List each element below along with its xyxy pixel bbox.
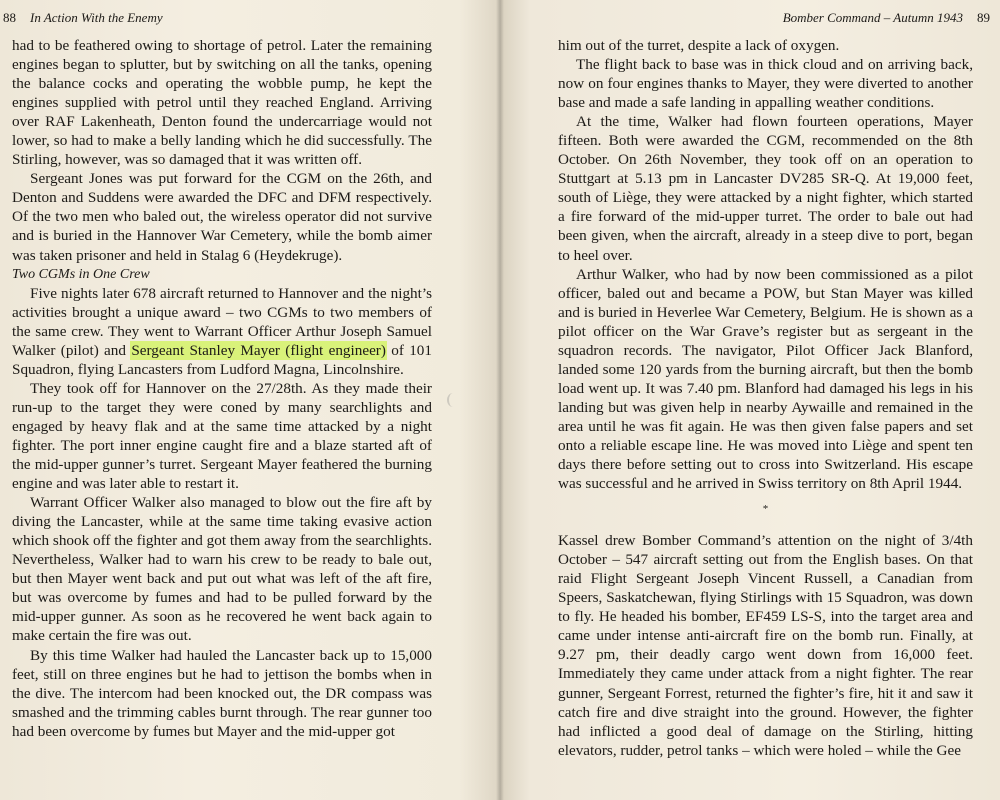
book-gutter [496,0,504,800]
right-running-title: Bomber Command – Autumn 1943 [782,10,963,25]
left-paragraph-2: Sergeant Jones was put forward for the CGM on the 26th, and Denton and Suddens were awarded the DFC and DFM respectively. Of the two men who baled out, the wireless operator did not survive and is buried in the Hannover War Cemetery, while the bomb aimer was taken prisoner and held in Stalag 6 (Heydekruge). [12,170,432,264]
right-page [500,0,1000,800]
paragraph-3-end: of 101 Squadron, flying Lancasters from Ludford Magna, Lincolnshire. [12,341,432,378]
right-running-head [500,10,1000,26]
left-paragraph-3 [12,284,432,379]
right-paragraph-2: The flight back to base was in thick cloud and on arriving back, now on four engines thanks to Mayer, they were diverted to another base and made a safe landing in appalling weather conditions. [558,56,973,112]
left-running-head [0,10,500,26]
right-paragraph-4: Arthur Walker, who had by now been commissioned as a pilot officer, baled out and became a POW, but Stan Mayer was killed and is buried in Heverlee War Cemetery, Belgium. He is shown as a pilot officer on the War Grave’s register but as sergeant in the squadron records. The navigator, Pilot Officer Jack Blanford, landed some 120 yards from the burning aircraft, but then the bomb load went up. It was 7.40 pm. Blanford had damaged his legs in his landing but was given help in nearby Aywaille and remained in the area until he was fit again. He was then given false papers and set onto a reliable escape line. He was moved into Liège and spent ten days there before setting out to cross into Switzerland. His escape was successful and he arrived in Swiss territory on 8th April 1944. [558,265,973,493]
section-subheading: Two CGMs in One Crew [12,266,150,282]
right-paragraph-5: Kassel drew Bomber Command’s attention on the night of 3/4th October – 547 aircraft setting out from the English bases. On that raid Flight Sergeant Joseph Vincent Russell, a Canadian from Speers, Saskatchewan, flying Stirlings with 15 Squadron, was down to fly. He headed his bomber, EF459 LS-S, into the target area and came under intense anti-aircraft fire on the bomb run. Finally, at 9.27 pm, their deadly cargo went down from 16,000 feet. Immediately they came under attack from a night fighter. The rear gunner, Sergeant Forrest, returned the fighter’s fire, hit it and saw it catch fire and dive straight into the ground. However, the fighter had inflicted a good deal of damage on the Stirling, hitting elevators, rudder, petrol tanks – which were holed – while the Gee [558,532,973,759]
right-paragraph-1: him out of the turret, despite a lack of oxygen. [558,37,840,54]
left-page-number: 88 [3,10,16,25]
left-paragraph-6: By this time Walker had hauled the Lancaster back up to 15,000 feet, still on three engines but he had to jettison the bombs when in the dive. The intercom had been knocked out, the DR compass was smashed and the trimming cables burnt through. The rear gunner too had been overcome by fumes but Mayer and the mid-upper got [12,646,432,740]
paragraph-3-start: Five nights later 678 aircraft returned to Hannover and the night’s activities brought a unique award – two CGMs to two members of the same crew. They went to Warrant Officer Arthur Joseph Samuel Walker (pilot) and [12,284,432,359]
right-paragraph-3: At the time, Walker had flown fourteen operations, Mayer fifteen. Both were awarded the CGM, recommended on the 8th October. On 26th November, they took off on an operation to Stuttgart at 5.13 pm in Lancaster DV285 SR-Q. At 19,000 feet, south of Liège, they were attacked by a night fighter, which started a fire forward of the mid-upper turret. The order to bale out had been given, when the aircraft, already in a steep dive to port, began to heel over. [558,113,973,264]
page-blemish [447,393,459,407]
right-page-number: 89 [977,10,990,25]
right-body-text [558,36,973,760]
left-running-title: In Action With the Enemy [30,10,163,25]
left-body-text [12,36,432,741]
section-separator: * [762,503,769,516]
left-paragraph-1: had to be feathered owing to shortage of petrol. Later the remaining engines began to splutter, but by switching on all the tanks, opening the balance cocks and operating the wobble pump, he kept the engines supplied with petrol until they reached England. Arriving over RAF Lakenheath, Denton found the undercarriage would not lower, so had to make a belly landing which he did successfully. The Stirling, however, was so damaged that it was written off. [12,37,432,169]
left-paragraph-5: Warrant Officer Walker also managed to blow out the fire aft by diving the Lancaster, while at the same time taking evasive action which shook off the fighter and got them away from the searchlights. Nevertheless, Walker had to warn his crew to be ready to bale out, but then Mayer went back and put out what was left of the aft fire, but was overcome by fumes and had to be pulled forward by the mid-upper gunner. As soon as he recovered he went back again to make certain the fire was out. [12,494,432,645]
left-paragraph-4: They took off for Hannover on the 27/28th. As they made their run-up to the target they were coned by many searchlights and engaged by heavy flak and at the same time attacked by a night fighter. The port inner engine caught fire and a blaze started aft of the mid-upper gunner’s turret. Sergeant Mayer feathered the burning engine and was later able to restart it. [12,379,432,493]
highlighted-text: Sergeant Stanley Mayer (flight engineer) [131,341,386,359]
